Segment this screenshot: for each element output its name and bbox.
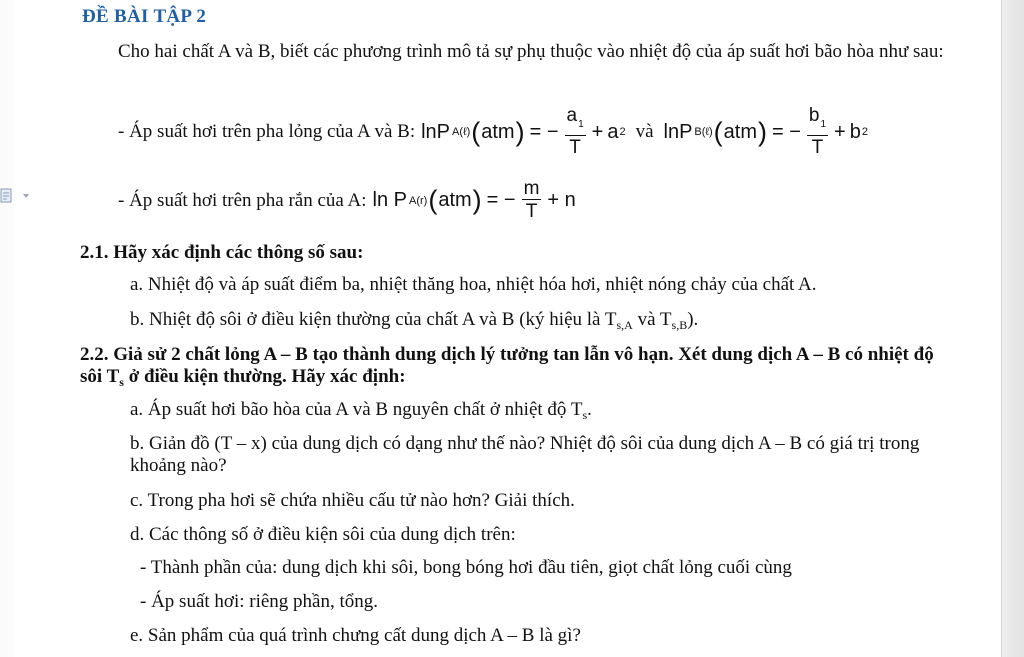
section-2-1-item-a: a. Nhiệt độ và áp suất điểm ba, nhiệt thăng hoa, nhiệt hóa hơi, nhiệt nóng chảy của chất A. xyxy=(130,274,817,295)
section-2-2-title: 2.2. Giả sử 2 chất lỏng A – B tạo thành dung dịch lý tưởng tan lẫn vô hạn. Xét dung dịch A – B có nhiệt độ sôi $T_s$ ở điều kiện thường. Hãy xác định: xyxy=(80,344,934,389)
equation-solid-line xyxy=(118,178,576,223)
dropdown-arrow-icon[interactable] xyxy=(23,194,29,198)
section-2-2-item-d1: - Thành phần của: dung dịch khi sôi, bong bóng hơi đầu tiên, giọt chất lỏng cuối cùng xyxy=(140,557,792,578)
section-2-2-item-d2: - Áp suất hơi: riêng phần, tổng. xyxy=(140,591,379,612)
section-2-2-item-c: c. Trong pha hơi sẽ chứa nhiều cấu tử nào hơn? Giải thích. xyxy=(130,490,575,511)
equation-liquid-line xyxy=(118,105,868,159)
section-2-2-item-b: b. Giản đồ (T – x) của dung dịch có dạng như thế nào? Nhiệt độ sôi của dung dịch A – B có giá trị trong khoảng nào? xyxy=(130,433,920,476)
equation-solid: ln P A(r) ( atm ) = − $\frac{m}{T}$ + n xyxy=(372,178,576,222)
scrollbar-track[interactable] xyxy=(1001,0,1024,657)
section-2-1-item-b: b. Nhiệt độ sôi ở điều kiện thường của chất A và B (ký hiệu là $T_{s,A}$ và $T_{s,B}$). xyxy=(130,309,699,332)
section-2-2-item-a: a. Áp suất hơi bão hòa của A và B nguyên chất ở nhiệt độ $T_s$. xyxy=(130,399,592,422)
equation-liquid-label: - Áp suất hơi trên pha lỏng của A và B: xyxy=(118,121,416,142)
left-margin xyxy=(0,0,14,657)
equation-liquid: lnP A(ℓ) ( atm ) = − $\frac{a_1}{T}$ + a 2 và lnP B(ℓ) ( atm ) = − $\frac{b_1}{T}$ + b 2 xyxy=(421,105,868,158)
intro-paragraph: Cho hai chất A và B, biết các phương trình mô tả sự phụ thuộc vào nhiệt độ của áp suất hơi bão hòa như sau: xyxy=(118,41,944,62)
section-2-2-item-e: e. Sản phẩm của quá trình chưng cất dung dịch A – B là gì? xyxy=(130,625,581,646)
section-2-2-item-d: d. Các thông số ở điều kiện sôi của dung dịch trên: xyxy=(130,524,516,545)
layout-icon[interactable] xyxy=(0,188,14,204)
document-heading: ĐỀ BÀI TẬP 2 xyxy=(82,6,207,27)
equation-solid-label: - Áp suất hơi trên pha rắn của A: xyxy=(118,189,367,211)
section-2-1-title: 2.1. Hãy xác định các thông số sau: xyxy=(80,242,364,263)
